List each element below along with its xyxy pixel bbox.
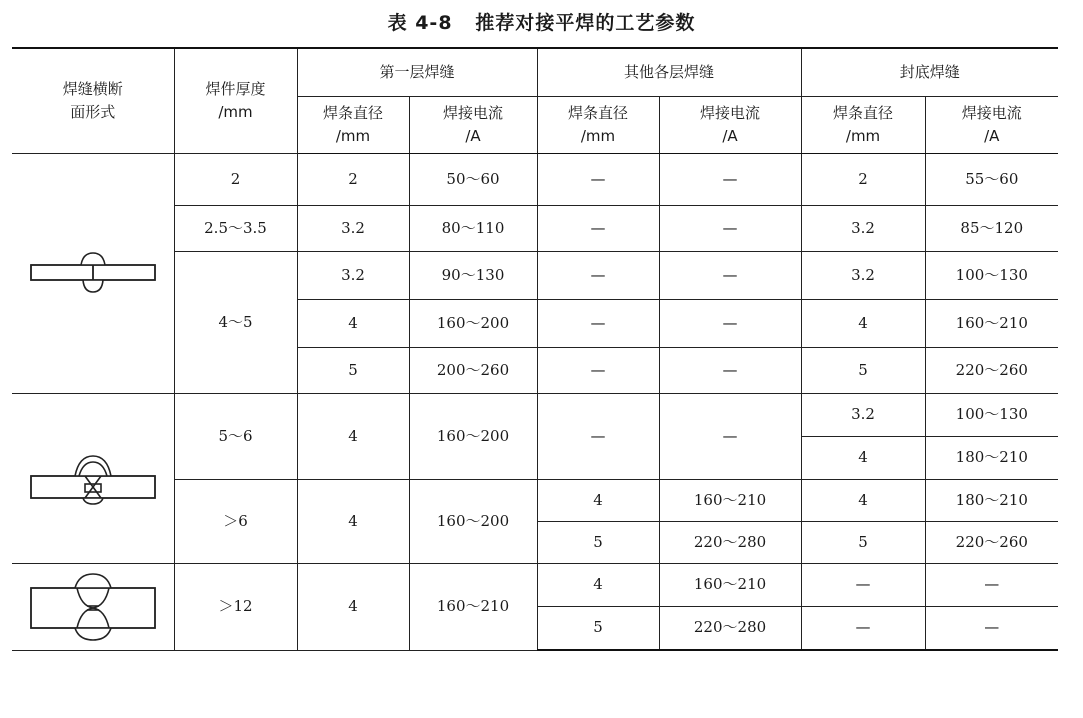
seal-rod-diameter-cell: 5 — [801, 521, 925, 563]
other-rod-diameter-cell: 5 — [537, 606, 659, 650]
seal-current-cell: 160～210 — [925, 299, 1058, 347]
thickness-cell: ＞12 — [174, 563, 297, 650]
seal-current-cell: 100～130 — [925, 393, 1058, 436]
first-rod-diameter-cell: 4 — [297, 299, 409, 347]
other-current-cell: — — [659, 347, 801, 393]
other-rod-diameter-cell: — — [537, 299, 659, 347]
seal-rod-diameter-cell: — — [801, 606, 925, 650]
header-other-current — [659, 96, 801, 153]
header-first-rod-diameter-line2: /mm — [335, 126, 371, 145]
other-current-cell: — — [659, 153, 801, 205]
header-other-current-line1: 焊接电流 — [700, 103, 761, 122]
header-thickness-line1: 焊件厚度 — [205, 80, 266, 98]
thickness-cell: 2 — [174, 153, 297, 205]
header-thickness — [174, 48, 297, 153]
seal-current-cell: 55～60 — [925, 153, 1058, 205]
seal-rod-diameter-cell: 4 — [801, 436, 925, 479]
header-first-current — [409, 96, 537, 153]
other-rod-diameter-cell: 4 — [537, 563, 659, 606]
header-first-current-line2: /A — [465, 126, 481, 145]
table-row — [12, 563, 1058, 606]
first-rod-diameter-cell: 3.2 — [297, 205, 409, 251]
seal-current-cell: — — [925, 606, 1058, 650]
header-other-current-line2: /A — [722, 126, 738, 145]
other-current-cell: — — [659, 299, 801, 347]
table-caption: 表 4-8 推荐对接平焊的工艺参数 — [387, 12, 696, 34]
other-current-cell: — — [659, 251, 801, 299]
header-seal-current-line1: 焊接电流 — [961, 103, 1022, 122]
header-seal-current — [925, 96, 1058, 153]
first-rod-diameter-cell: 2 — [297, 153, 409, 205]
first-current-cell: 50～60 — [409, 153, 537, 205]
seal-rod-diameter-cell: 4 — [801, 479, 925, 521]
header-other-rod-diameter — [537, 96, 659, 153]
other-current-cell: 220～280 — [659, 521, 801, 563]
seal-current-cell: 180～210 — [925, 479, 1058, 521]
header-seal-rod-diameter-line2: /mm — [845, 126, 881, 145]
seal-rod-diameter-cell: 5 — [801, 347, 925, 393]
other-rod-diameter-cell: — — [537, 205, 659, 251]
first-rod-diameter-cell: 5 — [297, 347, 409, 393]
table-row — [12, 393, 1058, 436]
header-seal-rod-diameter — [801, 96, 925, 153]
first-current-cell: 200～260 — [409, 347, 537, 393]
other-rod-diameter-cell: 4 — [537, 479, 659, 521]
first-rod-diameter-cell: 3.2 — [297, 251, 409, 299]
header-row-1 — [12, 48, 1058, 96]
other-current-cell: 220～280 — [659, 606, 801, 650]
weld-parameter-table — [12, 47, 1058, 651]
first-rod-diameter-cell: 4 — [297, 393, 409, 479]
weld-cross-section-thin-icon — [27, 247, 159, 299]
other-rod-diameter-cell: — — [537, 251, 659, 299]
header-seal-rod-diameter-line1: 焊条直径 — [833, 103, 894, 122]
weld-cross-section-medium-icon — [27, 446, 159, 510]
seal-current-cell: 85～120 — [925, 205, 1058, 251]
first-current-cell: 160～200 — [409, 299, 537, 347]
seal-rod-diameter-cell: 3.2 — [801, 205, 925, 251]
first-current-cell: 90～130 — [409, 251, 537, 299]
header-other-rod-diameter-line1: 焊条直径 — [568, 103, 629, 122]
seal-rod-diameter-cell: 3.2 — [801, 393, 925, 436]
other-current-cell: 160～210 — [659, 563, 801, 606]
cross-section-cell-type3 — [12, 563, 174, 650]
thickness-cell: 4～5 — [174, 251, 297, 393]
header-cross-section — [12, 48, 174, 153]
seal-current-cell: — — [925, 563, 1058, 606]
cross-section-cell-type2 — [12, 393, 174, 563]
seal-rod-diameter-cell: 2 — [801, 153, 925, 205]
header-first-current-line1: 焊接电流 — [443, 103, 504, 122]
header-cross-section-line1: 焊缝横断 — [62, 80, 123, 98]
header-group-first-layer: 第一层焊缝 — [297, 48, 537, 96]
seal-rod-diameter-cell: — — [801, 563, 925, 606]
first-current-cell: 160～200 — [409, 393, 537, 479]
header-other-rod-diameter-line2: /mm — [580, 126, 616, 145]
thickness-cell: 2.5～3.5 — [174, 205, 297, 251]
first-current-cell: 160～200 — [409, 479, 537, 563]
header-first-rod-diameter-line1: 焊条直径 — [322, 103, 383, 122]
header-cross-section-line2: 面形式 — [70, 102, 116, 121]
seal-rod-diameter-cell: 3.2 — [801, 251, 925, 299]
seal-current-cell: 180～210 — [925, 436, 1058, 479]
seal-rod-diameter-cell: 4 — [801, 299, 925, 347]
seal-current-cell: 220～260 — [925, 347, 1058, 393]
other-current-cell: — — [659, 393, 801, 479]
header-thickness-line2: /mm — [218, 102, 253, 121]
header-seal-current-line2: /A — [984, 126, 1000, 145]
thickness-cell: ＞6 — [174, 479, 297, 563]
table-row — [12, 153, 1058, 205]
header-first-rod-diameter — [297, 96, 409, 153]
first-current-cell: 80～110 — [409, 205, 537, 251]
cross-section-cell-type1 — [12, 153, 174, 393]
thickness-cell: 5～6 — [174, 393, 297, 479]
seal-current-cell: 100～130 — [925, 251, 1058, 299]
other-rod-diameter-cell: — — [537, 347, 659, 393]
other-rod-diameter-cell: — — [537, 393, 659, 479]
weld-cross-section-thick-icon — [27, 572, 159, 642]
first-rod-diameter-cell: 4 — [297, 563, 409, 650]
first-current-cell: 160～210 — [409, 563, 537, 650]
header-group-sealing: 封底焊缝 — [801, 48, 1058, 96]
first-rod-diameter-cell: 4 — [297, 479, 409, 563]
seal-current-cell: 220～260 — [925, 521, 1058, 563]
header-group-other-layers: 其他各层焊缝 — [537, 48, 801, 96]
other-current-cell: — — [659, 205, 801, 251]
other-current-cell: 160～210 — [659, 479, 801, 521]
other-rod-diameter-cell: 5 — [537, 521, 659, 563]
other-rod-diameter-cell: — — [537, 153, 659, 205]
